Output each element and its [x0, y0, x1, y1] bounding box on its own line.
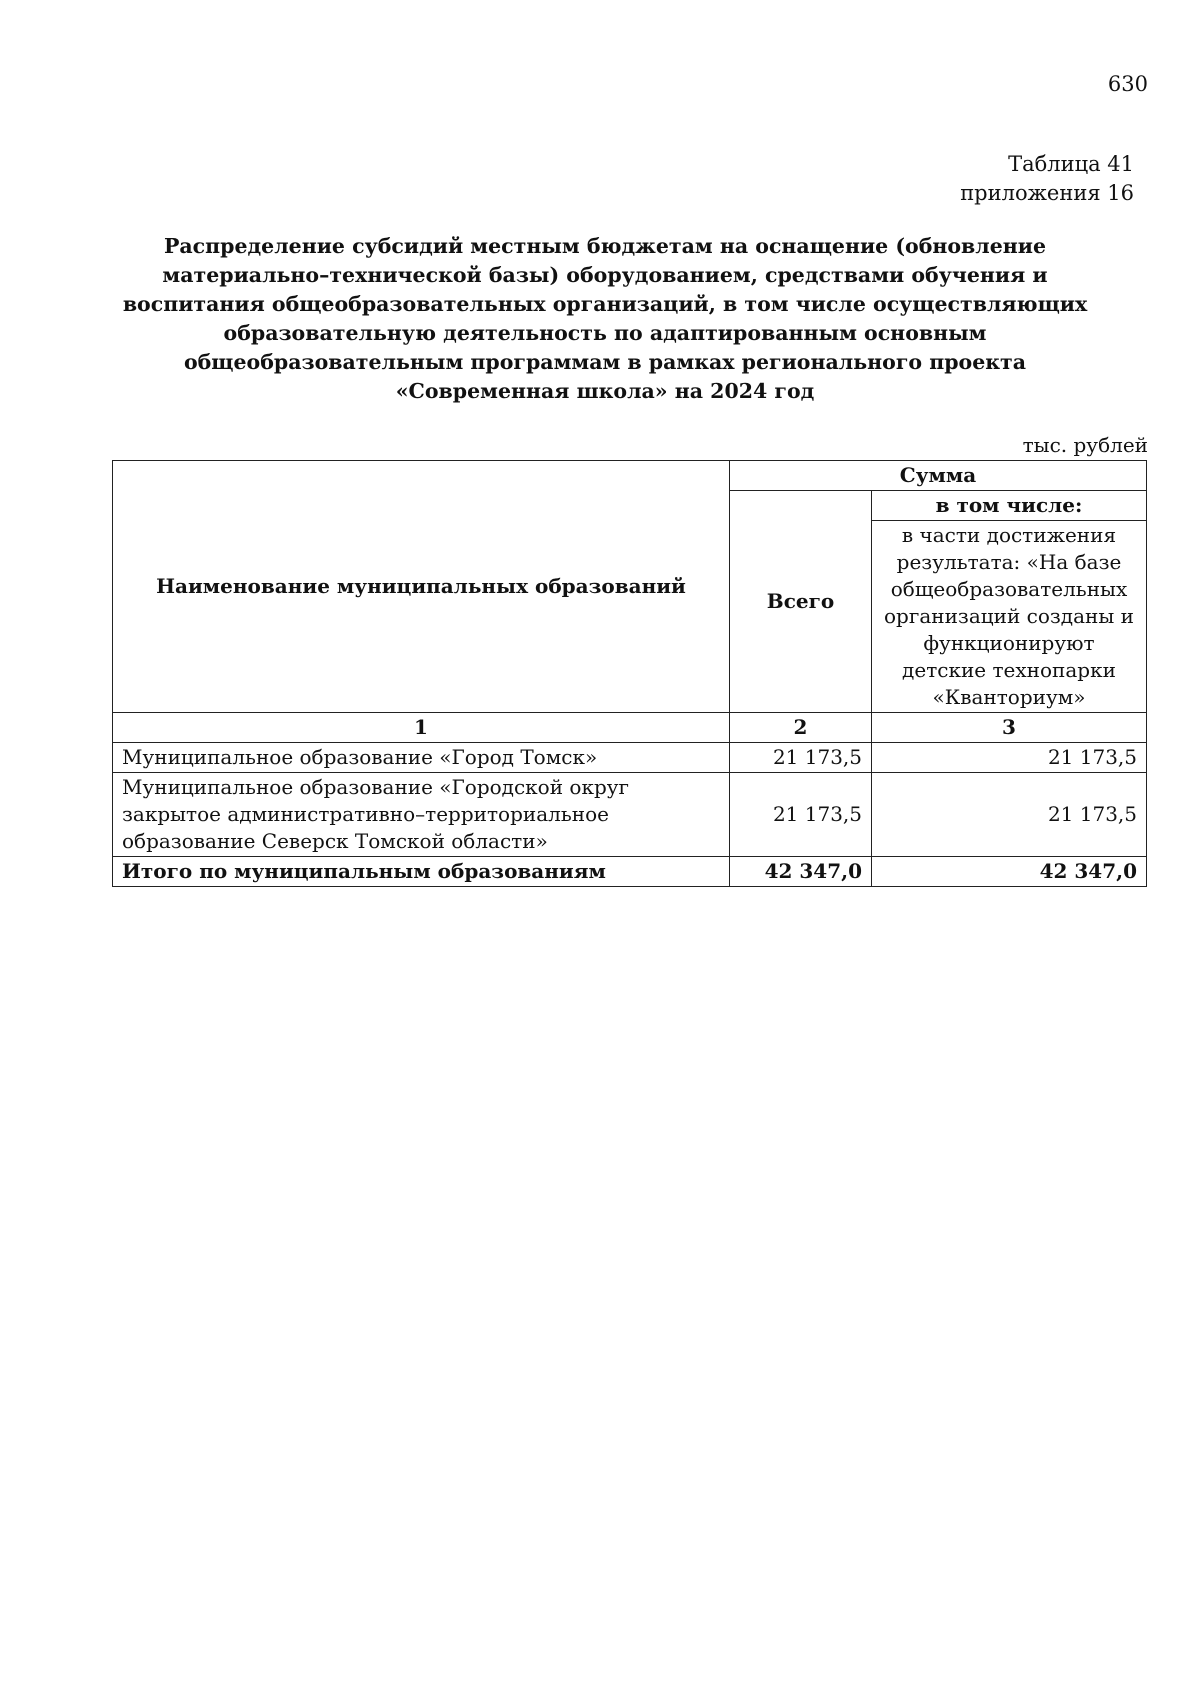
page-number: 630: [1107, 72, 1148, 96]
header-total: Всего: [730, 491, 872, 713]
header-including: в том числе:: [872, 491, 1147, 521]
table-row: [113, 743, 1147, 773]
table-number: Таблица 41: [1008, 152, 1134, 176]
table-row: [113, 773, 1147, 857]
row-total-value: 21 173,5: [730, 743, 872, 773]
appendix-number: приложения 16: [960, 181, 1134, 205]
total-value: 42 347,0: [730, 857, 872, 887]
row-part-value: 21 173,5: [872, 743, 1147, 773]
row-total-value: 21 173,5: [730, 773, 872, 857]
header-name: Наименование муниципальных образований: [113, 461, 730, 713]
column-number-2: 2: [730, 713, 872, 743]
subsidy-table: [112, 460, 1147, 887]
total-label: Итого по муниципальным образованиям: [113, 857, 730, 887]
header-sum: Сумма: [730, 461, 1147, 491]
total-row: [113, 857, 1147, 887]
column-numbers-row: [113, 713, 1147, 743]
header-part: в части достижения результата: «На базе общеобразовательных организаций созданы и функционируют детские технопарки «Кванториум»: [872, 521, 1147, 713]
row-municipality-name: Муниципальное образование «Город Томск»: [113, 743, 730, 773]
header-row-sum: [113, 461, 1147, 491]
total-part-value: 42 347,0: [872, 857, 1147, 887]
document-title: Распределение субсидий местным бюджетам на оснащение (обновление материально–технической базы) оборудованием, средствами обучения и воспитания общеобразовательных организаций, в том числе осуществляющих образовательную деятельность по адаптированным основным общеобразовательным программам в рамках регионального проекта «Современная школа» на 2024 год: [122, 234, 1088, 403]
table-reference: [960, 150, 1134, 208]
column-number-3: 3: [872, 713, 1147, 743]
unit-label: тыс. рублей: [1022, 433, 1148, 457]
row-part-value: 21 173,5: [872, 773, 1147, 857]
column-number-1: 1: [113, 713, 730, 743]
row-municipality-name: Муниципальное образование «Городской округ закрытое административно–территориальное образование Северск Томской области»: [113, 773, 730, 857]
